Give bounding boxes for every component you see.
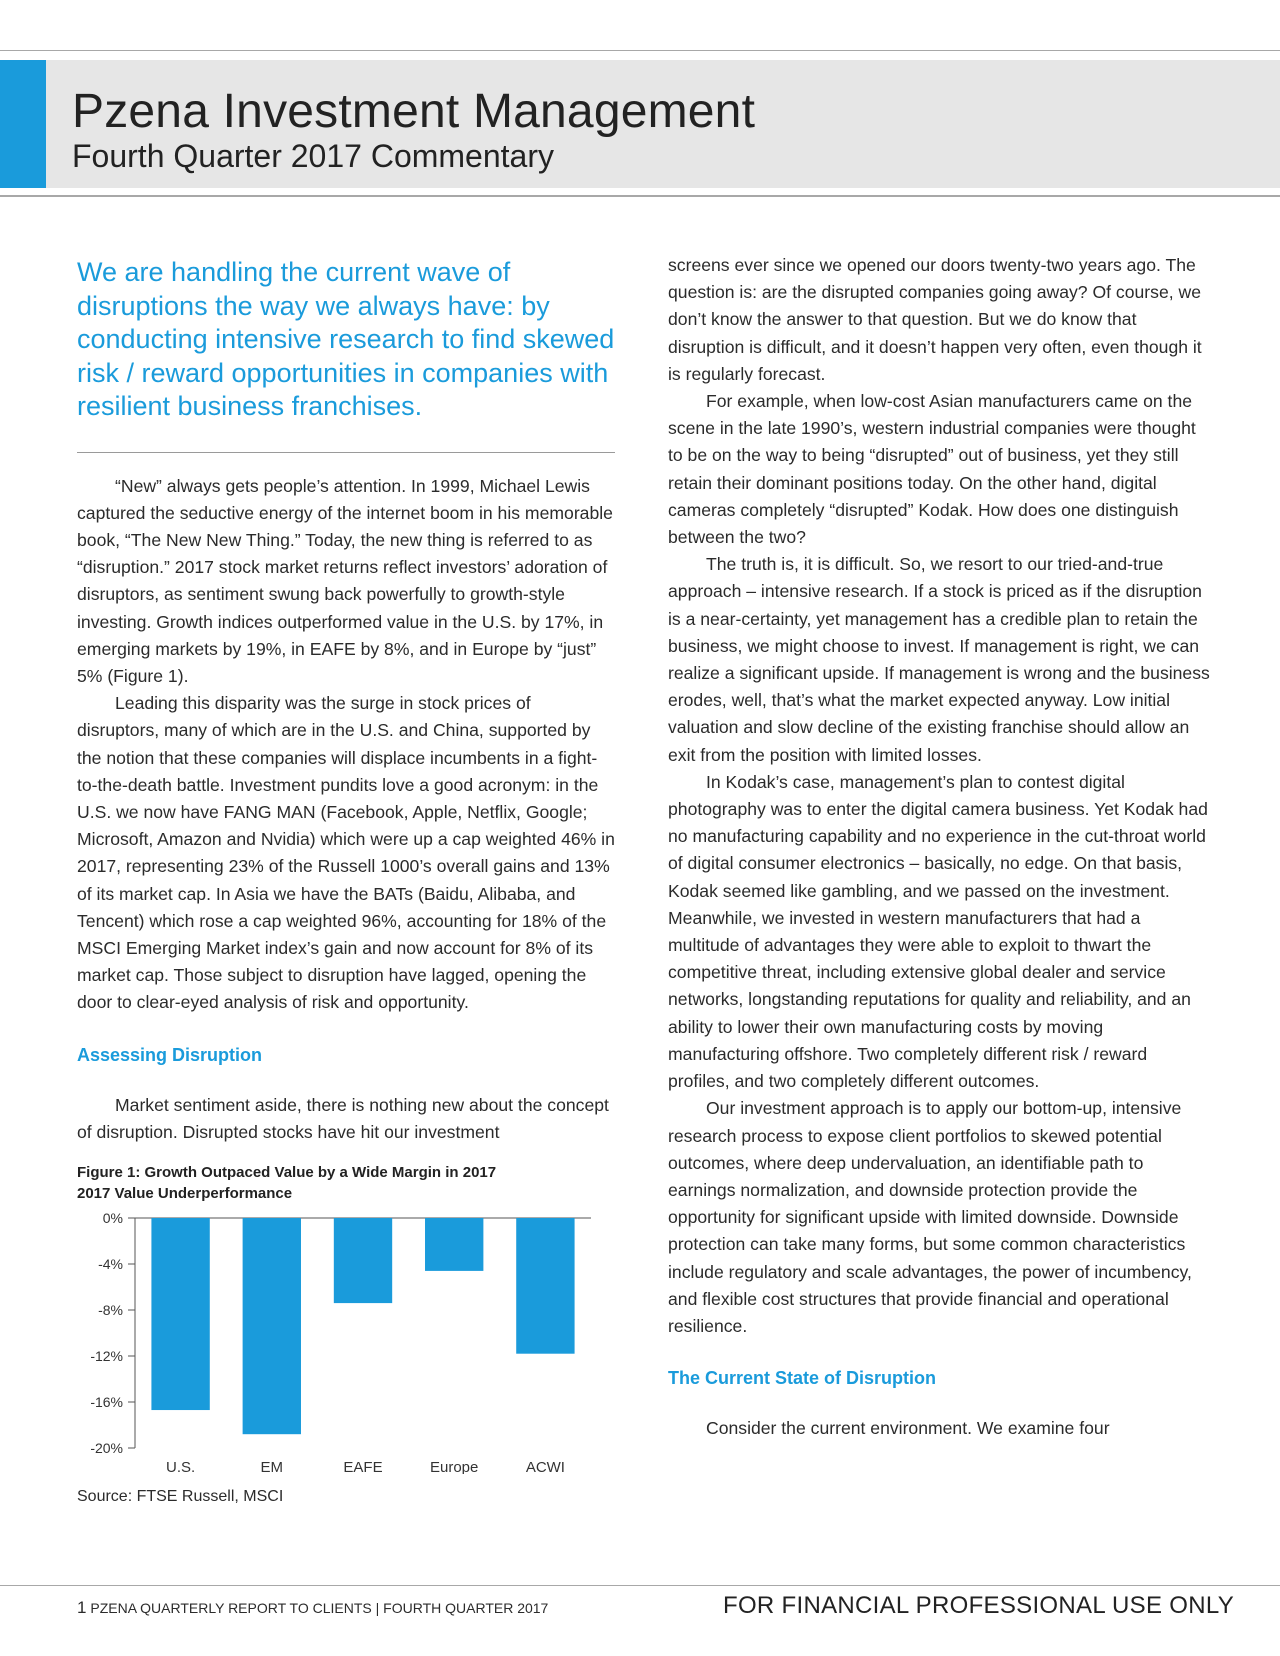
x-category-label: EM xyxy=(260,1458,284,1474)
page-subtitle: Fourth Quarter 2017 Commentary xyxy=(72,138,554,174)
top-rule xyxy=(0,50,1280,51)
paragraph-truth: The truth is, it is difficult. So, we resort to our tried-and-true approach – intensive research. If a stock is priced as if the disruption is a near-certainty, yet management has a credible plan to retain the business, we might choose to invest. If management is right, we can realize a significant upside. If management is wrong and the business erodes, well, that’s what the market expected anyway. Low initial valuation and slow decline of the existing franchise should allow an exit from the position with limited losses. xyxy=(668,554,1210,765)
paragraph-screens: screens ever since we opened our doors twenty-two years ago. The question is: are the disrupted companies going away? Of course, we don’t know the answer to that question. But we do know that disruption is difficult, and it doesn’t happen very often, even though it is regularly forecast. xyxy=(668,255,1202,384)
pull-quote: We are handling the current wave of disruptions the way we always have: by conducting intensive research to find skewed risk / reward opportunities in companies with resilient business franchises. xyxy=(77,257,615,421)
paragraph-current-environment: Consider the current environment. We examine four xyxy=(706,1418,1110,1439)
paragraph-approach: Our investment approach is to apply our bottom-up, intensive research process to expose client portfolios to skewed potential outcomes, where deep undervaluation, an identifiable path to earnings normalization, and downside protection provide the opportunity for significant upside with limited downside. Downside protection can take many forms, but some common characteristics include regulatory and scale advantages, the power of incumbency, and flexible cost structures that provide financial and operational resilience. xyxy=(668,1098,1192,1336)
header-accent-bar xyxy=(0,60,46,188)
paragraph-disparity: Leading this disparity was the surge in stock prices of disruptors, many of which are in the U.S. and China, supported by the notion that these companies will displace incumbents in a fight-to-the-death battle. Investment pundits love a good acronym: in the U.S. we now have FANG MAN (Facebook, Apple, Netflix, Google; Microsoft, Amazon and Nvidia) which were up a cap weighted 46% in 2017, representing 23% of the Russell 1000’s overall gains and 13% of its market cap. In Asia we have the BATs (Baidu, Alibaba, and Tencent) which rose a cap weighted 96%, accounting for 18% of the MSCI Emerging Market index’s gain and now account for 8% of its market cap. Those subject to disruption have lagged, opening the door to clear-eyed analysis of risk and opportunity. xyxy=(77,693,615,1013)
header-rule xyxy=(0,195,1280,197)
pull-quote-rule xyxy=(77,452,615,453)
paragraph-for-example: For example, when low-cost Asian manufacturers came on the scene in the late 1990’s, western industrial companies were thought to be on the way to being “disrupted” out of business, yet they still retain their dominant positions today. On the other hand, digital cameras completely “disrupted” Kodak. How does one distinguish between the two? xyxy=(668,391,1196,548)
bar-europe xyxy=(425,1218,483,1271)
figure-source: Source: FTSE Russell, MSCI xyxy=(77,1487,284,1505)
x-category-label: Europe xyxy=(430,1458,479,1474)
report-label-text: PZENA QUARTERLY REPORT TO CLIENTS | FOURTH QUARTER 2017 xyxy=(90,1600,549,1616)
paragraph-new-thing: “New” always gets people’s attention. In 1999, Michael Lewis captured the seductive energy of the internet boom in his memorable book, “The New New Thing.” Today, the new thing is referred to as “disruption.” 2017 stock market returns reflect investors’ adoration of disruptors, as sentiment swung back powerfully to growth-style investing. Growth indices outperformed value in the U.S. by 17%, in emerging markets by 19%, in EAFE by 8%, and in Europe by “just” 5% (Figure 1). xyxy=(77,475,613,686)
footer-rule xyxy=(0,1585,1280,1586)
x-category-label: EAFE xyxy=(343,1458,383,1474)
y-tick-label: -20% xyxy=(90,1439,123,1456)
bar-eafe xyxy=(334,1218,392,1303)
footer-report-label xyxy=(77,1598,548,1618)
paragraph-market-sentiment: Market sentiment aside, there is nothing new about the concept of disruption. Disrupted stocks have hit our investment xyxy=(77,1094,609,1142)
y-tick-label: -4% xyxy=(98,1255,123,1272)
figure-subtitle: 2017 Value Underperformance xyxy=(77,1184,293,1202)
bar-chart xyxy=(77,1204,615,1474)
x-category-label: U.S. xyxy=(166,1458,196,1474)
section-heading-current-state: The Current State of Disruption xyxy=(668,1368,937,1389)
figure-title: Figure 1: Growth Outpaced Value by a Wide Margin in 2017 xyxy=(77,1163,497,1181)
bar-em xyxy=(243,1218,301,1434)
footer-disclaimer: FOR FINANCIAL PROFESSIONAL USE ONLY xyxy=(723,1592,1235,1619)
page-title: Pzena Investment Management xyxy=(72,85,756,138)
paragraph-kodak: In Kodak’s case, management’s plan to contest digital photography was to enter the digital camera business. Yet Kodak had no manufacturing capability and no experience in the cut-throat world of digital consumer electronics – basically, no edge. On that basis, Kodak seemed like gambling, and we passed on the investment. Meanwhile, we invested in western manufacturers that had a multitude of advantages they were able to exploit to thwart the competitive threat, including extensive global dealer and service networks, longstanding reputations for quality and reliability, and an ability to lower their own manufacturing costs by moving manufacturing offshore. Two completely different risk / reward profiles, and two completely different outcomes. xyxy=(668,771,1208,1092)
section-heading-assessing-disruption: Assessing Disruption xyxy=(77,1044,263,1065)
y-tick-label: -8% xyxy=(98,1301,123,1318)
left-column xyxy=(77,256,615,1506)
right-column xyxy=(668,252,1212,1442)
page-number: 1 xyxy=(77,1598,87,1617)
y-tick-label: 0% xyxy=(102,1209,123,1226)
bar-acwi xyxy=(516,1218,574,1354)
x-category-label: ACWI xyxy=(525,1458,565,1474)
y-tick-label: -16% xyxy=(90,1393,123,1410)
bar-u-s xyxy=(151,1218,209,1410)
y-tick-label: -12% xyxy=(90,1347,123,1364)
